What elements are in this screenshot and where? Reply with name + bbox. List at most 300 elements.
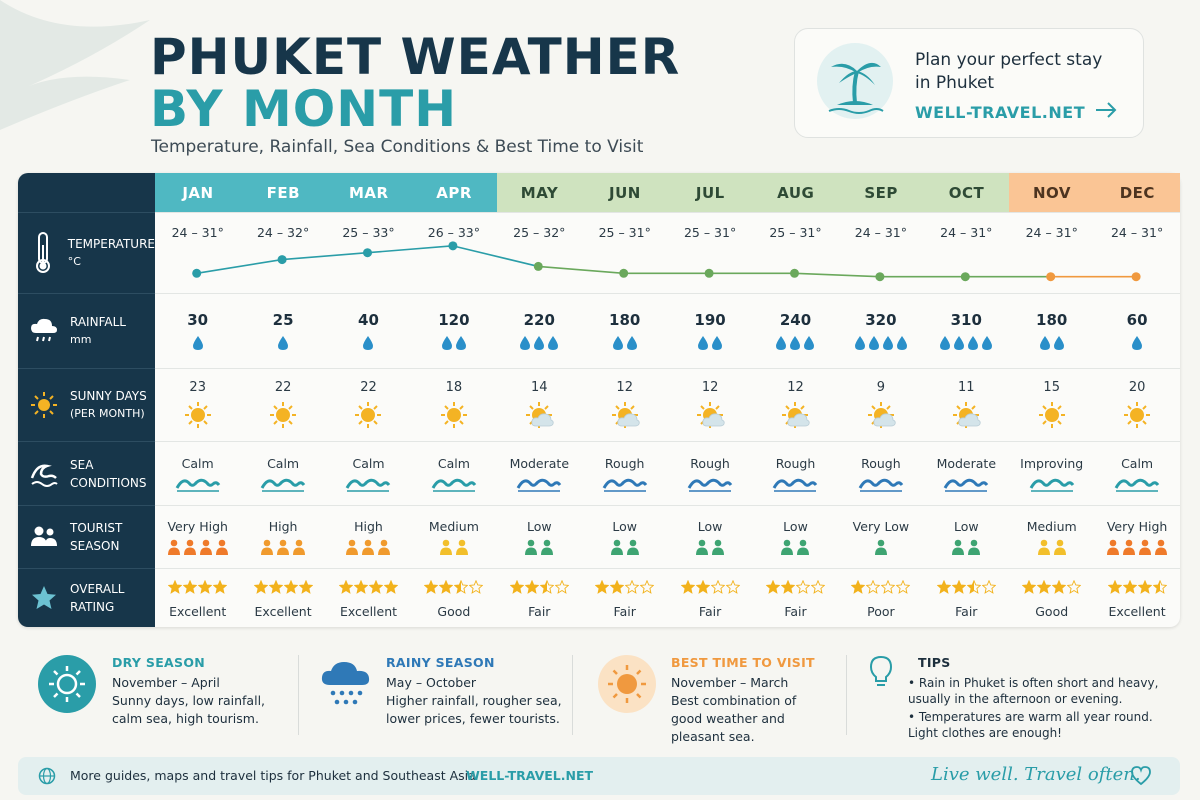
star-rating	[155, 580, 240, 598]
row-label-sunny-days	[18, 368, 155, 441]
month-header[interactable]: MAR	[326, 173, 412, 212]
tourist-label: TOURIST	[70, 521, 123, 535]
tourist-season-level: Low	[697, 519, 723, 534]
temperature-trend-line	[155, 233, 1180, 293]
best-time-months: November – March	[671, 675, 789, 690]
star-icon	[30, 584, 58, 612]
sunny-days-value: 20	[1128, 380, 1146, 395]
legend-tips	[868, 645, 1168, 745]
person-icon	[610, 539, 624, 555]
rainy-season-months: May – October	[386, 675, 477, 690]
rainfall-value: 40	[358, 311, 379, 329]
star-icon	[454, 580, 468, 594]
tourist-season-level: Low	[612, 519, 637, 534]
star-icon	[1037, 580, 1051, 594]
person-icon	[276, 539, 290, 555]
person-icon	[967, 539, 981, 555]
star-icon	[851, 580, 865, 594]
rainfall-value: 180	[1036, 311, 1068, 329]
month-header[interactable]: JAN	[155, 173, 241, 212]
person-icon	[183, 539, 197, 555]
person-icon	[1154, 539, 1168, 555]
temperature-point	[1132, 272, 1141, 281]
page-title-line2: BY MONTH	[150, 80, 458, 138]
person-icon	[260, 539, 274, 555]
sun-icon	[326, 399, 411, 435]
raindrop-icon	[455, 335, 467, 351]
raindrop-icon	[697, 335, 709, 351]
temperature-range: 24 – 31°	[940, 225, 993, 240]
arrow-right-icon[interactable]	[1093, 97, 1119, 123]
star-icon	[681, 580, 695, 594]
tourist-season-level: Low	[783, 519, 808, 534]
temperature-point	[534, 262, 543, 271]
temperature-range: 24 – 31°	[171, 225, 224, 240]
globe-icon	[38, 767, 56, 785]
sun-icon	[1094, 399, 1179, 435]
star-icon	[1022, 580, 1036, 594]
sunny-days-value: 12	[616, 380, 633, 395]
person-icon	[1037, 539, 1051, 555]
temperature-range: 25 – 31°	[598, 225, 651, 240]
sea-label: SEA	[70, 457, 94, 472]
temperature-point	[448, 241, 457, 250]
temperature-point	[278, 255, 287, 264]
person-icon	[1053, 539, 1067, 555]
sunny-days-value: 22	[360, 380, 377, 395]
star-icon	[881, 580, 895, 594]
star-icon	[952, 580, 966, 594]
raindrop-icon-group	[582, 335, 667, 355]
tip-item: • Rain in Phuket is often short and heavy, usually in the afternoon or evening.	[908, 676, 1159, 706]
star-icon	[339, 580, 353, 594]
person-icon	[439, 539, 453, 555]
star-icon	[1108, 580, 1122, 594]
raindrop-icon	[192, 335, 204, 351]
star-icon	[198, 580, 212, 594]
sea-condition: Rough	[775, 456, 816, 471]
legend-divider	[846, 655, 847, 735]
raindrop-icon-group	[497, 335, 582, 355]
partly-cloudy-icon	[838, 399, 923, 435]
people-icon-group	[240, 539, 325, 555]
star-icon	[384, 580, 398, 594]
raindrop-icon	[789, 335, 801, 351]
wave-icon	[924, 475, 1009, 497]
overall-rating-label: Good	[437, 604, 471, 619]
star-icon	[866, 580, 880, 594]
person-icon	[215, 539, 229, 555]
temperature-point	[875, 272, 884, 281]
people-icon-group	[1009, 539, 1094, 555]
dry-season-icon	[38, 655, 96, 713]
star-icon	[469, 580, 483, 594]
raindrop-icon-group	[753, 335, 838, 355]
sun-icon	[29, 390, 59, 420]
raindrop-icon-group	[667, 335, 752, 355]
star-icon	[781, 580, 795, 594]
person-icon	[1122, 539, 1136, 555]
people-icon-group	[497, 539, 582, 555]
month-header[interactable]: DEC	[1094, 173, 1180, 212]
partly-cloudy-icon	[924, 399, 1009, 435]
star-icon	[369, 580, 383, 594]
star-icon	[696, 580, 710, 594]
wave-icon	[667, 475, 752, 497]
raindrop-icon	[519, 335, 531, 351]
row-label-tourist	[18, 505, 155, 568]
wave-icon	[29, 460, 59, 488]
rainfall-value: 240	[779, 311, 812, 329]
palm-island-icon	[815, 41, 895, 121]
tips-title: TIPS	[918, 655, 951, 670]
month-header[interactable]: OCT	[924, 173, 1010, 212]
star-icon	[595, 580, 609, 594]
dry-season-desc: Sunny days, low rainfall, calm sea, high tourism.	[112, 693, 266, 726]
raindrop-icon	[775, 335, 787, 351]
row-divider	[155, 212, 1180, 213]
tip-item: • Temperatures are warm all year round. Light clothes are enough!	[908, 710, 1153, 740]
star-icon	[625, 580, 639, 594]
rainfall-value: 120	[438, 311, 470, 329]
temperature-range: 24 – 32°	[256, 225, 310, 240]
row-labels-panel	[18, 173, 155, 627]
tourist-season-level: Medium	[428, 519, 479, 534]
sunny-days-value: 18	[445, 380, 463, 395]
rainfall-value: 180	[609, 311, 641, 329]
raindrop-icon	[953, 335, 965, 351]
star-icon	[610, 580, 624, 594]
temperature-point	[961, 272, 970, 281]
month-header[interactable]: JUN	[582, 173, 668, 212]
row-divider	[155, 441, 1180, 442]
star-icon	[168, 580, 182, 594]
row-label-rating	[18, 568, 155, 627]
overall-rating-label: Fair	[784, 604, 807, 619]
sea-condition: Rough	[690, 456, 730, 471]
people-icon-group	[582, 539, 667, 555]
raindrop-icon	[626, 335, 638, 351]
raindrop-icon	[854, 335, 866, 351]
promo-site-link[interactable]: WELL-TRAVEL.NET	[915, 103, 1086, 122]
people-icon-group	[838, 539, 923, 555]
star-icon	[796, 580, 810, 594]
promo-text: Plan your perfect stay in Phuket	[915, 50, 1103, 93]
legend-rainy-season	[318, 645, 568, 745]
star-rating	[582, 580, 667, 598]
star-icon	[299, 580, 313, 594]
star-icon	[937, 580, 951, 594]
person-icon	[540, 539, 554, 555]
raindrop-icon-group	[1009, 335, 1094, 355]
raindrop-icon	[533, 335, 545, 351]
star-icon	[354, 580, 368, 594]
sun-icon	[1009, 399, 1094, 435]
footer-site-link[interactable]: WELL-TRAVEL.NET	[466, 768, 594, 783]
raindrop-icon	[803, 335, 815, 351]
wave-icon	[411, 475, 496, 497]
rainy-season-icon	[318, 657, 374, 713]
raindrop-icon	[967, 335, 979, 351]
star-icon	[967, 580, 981, 594]
sea-condition: Calm	[267, 456, 300, 471]
raindrop-icon-group	[326, 335, 411, 355]
overall-rating-label: Good	[1035, 604, 1069, 619]
sun-icon	[240, 399, 325, 435]
weather-table	[18, 173, 1180, 627]
footer-bar	[18, 757, 1180, 795]
rainfall-value: 320	[865, 311, 897, 329]
partly-cloudy-icon	[497, 399, 582, 435]
rainfall-value: 60	[1126, 311, 1148, 329]
temperature-unit: °C	[67, 255, 81, 268]
month-header[interactable]: MAY	[497, 173, 583, 212]
person-icon	[951, 539, 965, 555]
sun-icon	[411, 399, 496, 435]
people-icon-group	[924, 539, 1009, 555]
wave-icon	[497, 475, 582, 497]
page-title: PHUKET WEATHER	[150, 28, 681, 86]
person-icon	[874, 539, 888, 555]
star-rating	[1094, 580, 1179, 598]
star-icon	[540, 580, 554, 594]
star-icon	[766, 580, 780, 594]
star-rating	[411, 580, 496, 598]
people-icon-group	[155, 539, 240, 555]
rain-cloud-icon	[29, 316, 59, 346]
star-icon	[254, 580, 268, 594]
star-icon	[269, 580, 283, 594]
sunny-days-value: 9	[876, 380, 886, 395]
overall-rating-label: Excellent	[254, 604, 312, 619]
person-icon	[345, 539, 359, 555]
raindrop-icon	[1053, 335, 1065, 351]
sunny-days-unit: (PER MONTH)	[70, 407, 145, 420]
raindrop-icon	[441, 335, 453, 351]
best-time-title: BEST TIME TO VISIT	[671, 655, 815, 670]
wave-icon	[582, 475, 667, 497]
star-rating	[240, 580, 325, 598]
star-rating	[667, 580, 752, 598]
tourist-season-level: Very High	[1106, 519, 1168, 534]
raindrop-icon	[981, 335, 993, 351]
star-rating	[924, 580, 1009, 598]
star-icon	[284, 580, 298, 594]
people-icon-group	[667, 539, 752, 555]
heart-icon	[1130, 766, 1152, 786]
rainfall-value: 220	[523, 311, 555, 329]
month-header[interactable]: AUG	[753, 173, 839, 212]
people-icon-group	[326, 539, 411, 555]
star-icon	[1052, 580, 1066, 594]
raindrop-icon-group	[1094, 335, 1179, 355]
star-icon	[1153, 580, 1167, 594]
temperature-label: TEMPERATURE	[67, 237, 155, 251]
month-header[interactable]: JUL	[667, 173, 753, 212]
temperature-range: 24 – 31°	[1110, 225, 1164, 240]
star-icon	[711, 580, 725, 594]
sunny-days-value: 12	[787, 380, 804, 395]
person-icon	[626, 539, 640, 555]
person-icon	[695, 539, 709, 555]
sea-label-2: CONDITIONS	[70, 475, 147, 490]
rainfall-unit: mm	[70, 333, 92, 346]
star-rating	[326, 580, 411, 598]
rating-label-2: RATING	[70, 600, 115, 614]
footer-text: More guides, maps and travel tips for Phuket and Southeast Asia	[70, 768, 476, 783]
star-icon	[213, 580, 227, 594]
rainy-season-desc: Higher rainfall, rougher sea, lower prices, fewer tourists.	[386, 693, 562, 726]
dry-season-months: November – April	[112, 675, 220, 690]
star-icon	[982, 580, 996, 594]
raindrop-icon	[362, 335, 374, 351]
raindrop-icon	[711, 335, 723, 351]
star-icon	[555, 580, 569, 594]
rainy-season-title: RAINY SEASON	[386, 655, 495, 670]
row-label-sea	[18, 441, 155, 505]
best-time-desc: Best combination of good weather and pleasant sea.	[671, 693, 797, 744]
star-icon	[1123, 580, 1137, 594]
star-icon	[424, 580, 438, 594]
overall-rating-label: Fair	[698, 604, 722, 619]
star-icon	[439, 580, 453, 594]
footer-tagline: Live well. Travel often.	[931, 764, 1141, 785]
sea-condition: Rough	[861, 456, 901, 471]
rainfall-value: 190	[694, 311, 726, 329]
star-icon	[640, 580, 654, 594]
month-header[interactable]: SEP	[838, 173, 924, 212]
temperature-point	[705, 269, 714, 278]
rainfall-value: 30	[187, 311, 209, 329]
sea-condition: Calm	[1121, 456, 1154, 471]
overall-rating-label: Fair	[613, 604, 636, 619]
sunny-days-value: 11	[958, 380, 975, 395]
temperature-point	[192, 269, 201, 278]
temperature-range: 25 – 33°	[342, 225, 395, 240]
overall-rating-label: Fair	[528, 604, 551, 619]
sunny-days-value: 15	[1043, 380, 1060, 395]
raindrop-icon	[882, 335, 894, 351]
row-label-temperature	[18, 212, 155, 293]
star-icon	[1067, 580, 1081, 594]
raindrop-icon	[612, 335, 624, 351]
wave-icon	[1009, 475, 1094, 497]
sunny-days-value: 14	[531, 380, 548, 395]
raindrop-icon	[868, 335, 880, 351]
person-icon	[796, 539, 810, 555]
person-icon	[377, 539, 391, 555]
promo-card[interactable]	[794, 28, 1144, 138]
tourist-label-2: SEASON	[70, 539, 120, 553]
person-icon	[455, 539, 469, 555]
raindrop-icon	[896, 335, 908, 351]
tourist-season-level: Medium	[1026, 519, 1077, 534]
overall-rating-label: Excellent	[169, 604, 227, 619]
star-icon	[525, 580, 539, 594]
legend-best-time	[598, 645, 848, 745]
partly-cloudy-icon	[667, 399, 752, 435]
raindrop-icon-group	[411, 335, 496, 355]
raindrop-icon	[547, 335, 559, 351]
person-icon	[780, 539, 794, 555]
star-rating	[497, 580, 582, 598]
person-icon	[167, 539, 181, 555]
overall-rating-label: Excellent	[1108, 604, 1166, 619]
raindrop-icon-group	[240, 335, 325, 355]
people-icon-group	[411, 539, 496, 555]
sea-condition: Rough	[604, 456, 645, 471]
rainfall-value: 25	[272, 311, 294, 329]
temperature-point	[1046, 272, 1055, 281]
month-header[interactable]: NOV	[1009, 173, 1095, 212]
wave-icon	[326, 475, 411, 497]
palm-leaf-decoration	[0, 0, 170, 140]
temperature-range: 25 – 31°	[683, 225, 737, 240]
temperature-range: 26 – 33°	[427, 225, 481, 240]
temperature-point	[363, 248, 372, 257]
sea-condition: Moderate	[936, 456, 997, 471]
wave-icon	[753, 475, 838, 497]
rating-label: OVERALL	[70, 582, 125, 596]
temperature-range: 24 – 31°	[1025, 225, 1078, 240]
star-icon	[510, 580, 524, 594]
person-icon	[711, 539, 725, 555]
sea-condition: Calm	[181, 456, 214, 471]
sun-icon	[155, 399, 240, 435]
tourist-season-level: Very Low	[852, 519, 910, 534]
star-icon	[896, 580, 910, 594]
raindrop-icon-group	[924, 335, 1009, 355]
raindrop-icon-group	[155, 335, 240, 355]
star-rating	[753, 580, 838, 598]
sea-condition: Moderate	[509, 456, 570, 471]
row-divider	[155, 368, 1180, 369]
best-time-icon	[598, 655, 656, 713]
raindrop-icon	[1131, 335, 1143, 351]
temperature-range: 24 – 31°	[854, 225, 908, 240]
lightbulb-icon	[868, 655, 894, 689]
temperature-range: 25 – 31°	[769, 225, 822, 240]
page-subtitle: Temperature, Rainfall, Sea Conditions & Best Time to Visit	[151, 137, 644, 157]
raindrop-icon	[1039, 335, 1051, 351]
overall-rating-label: Fair	[955, 604, 978, 619]
star-icon	[726, 580, 740, 594]
month-header[interactable]: FEB	[240, 173, 326, 212]
temperature-range: 25 – 32°	[513, 225, 566, 240]
person-icon	[292, 539, 306, 555]
raindrop-icon-group	[838, 335, 923, 355]
tourist-season-level: Very High	[167, 519, 228, 534]
star-icon	[183, 580, 197, 594]
person-icon	[524, 539, 538, 555]
sea-condition: Calm	[352, 456, 385, 471]
month-header[interactable]: APR	[411, 173, 497, 212]
legend-divider	[572, 655, 573, 735]
person-icon	[1106, 539, 1120, 555]
thermometer-icon	[31, 231, 55, 275]
sunny-days-value: 12	[701, 380, 719, 395]
people-icon	[29, 524, 59, 550]
people-icon-group	[1094, 539, 1179, 555]
temperature-point	[790, 269, 799, 278]
star-icon	[811, 580, 825, 594]
wave-icon	[155, 475, 240, 497]
partly-cloudy-icon	[582, 399, 667, 435]
people-icon-group	[753, 539, 838, 555]
rainfall-value: 310	[950, 311, 982, 329]
overall-rating-label: Poor	[867, 604, 895, 619]
person-icon	[1138, 539, 1152, 555]
